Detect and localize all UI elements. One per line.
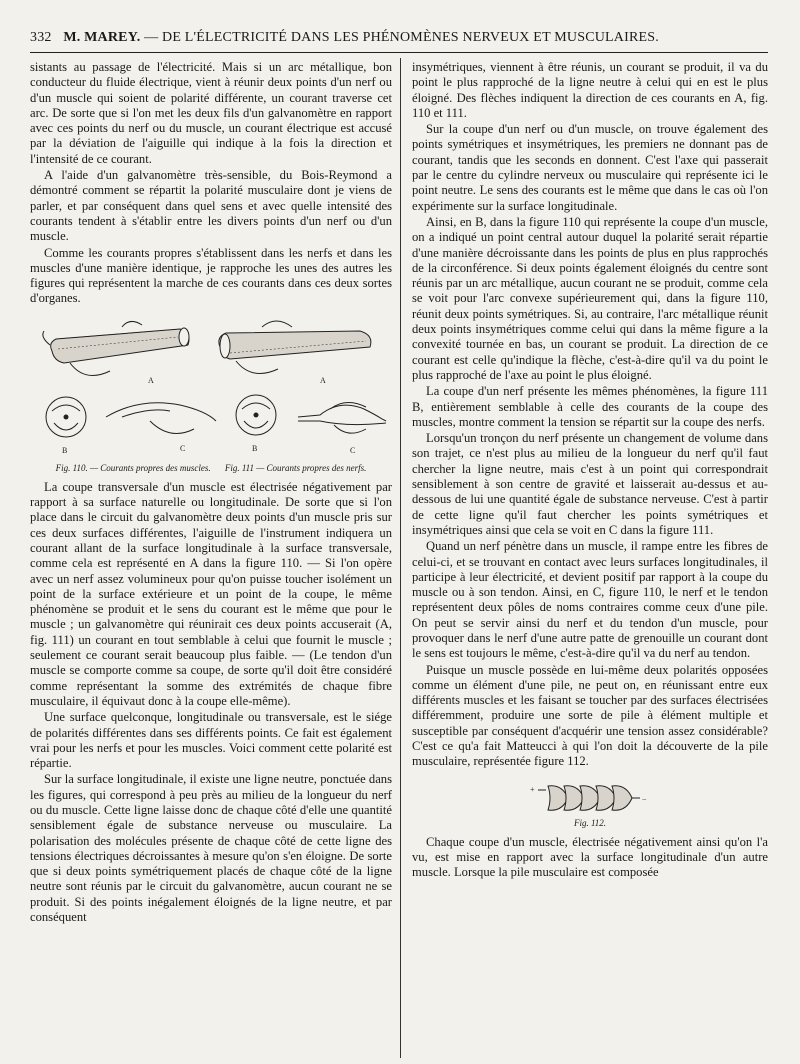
caption-fig-110: Fig. 110. — Courants propres des muscles. <box>55 462 211 473</box>
running-header <box>30 30 770 46</box>
paragraph: Comme les courants propres s'établissent dans les nerfs et dans les muscles d'une manière identique, je rapproche les unes des autres les figures qui représentent la marche de ces courants dans ces deux sortes d'organes. <box>30 245 392 306</box>
figure-110-111-drawing <box>30 313 392 463</box>
paragraph: A l'aide d'un galvanomètre très-sensible, du Bois-Reymond a démontré comment se répartit la polarité musculaire dont je viens de parler, et par conséquent dans quel sens et avec quelle intensité des courants tendent à s'établir entre les divers points d'un nerf ou d'un muscle. <box>30 168 392 244</box>
figure-110-111 <box>30 313 392 474</box>
caption-fig-112: Fig. 112. <box>573 817 607 828</box>
paragraph: Chaque coupe d'un muscle, électrisée négativement ainsi qu'on l'a vu, est mise en rapport avec la surface longitudinale d'un autre muscle. Lorsque la pile musculaire est composée <box>412 834 768 880</box>
paragraph: insymétriques, viennent à être réunis, un courant se produit, il va du point le plus rapproché de la ligne neutre à celui qui en est le plus éloigné. Des flèches indiquent la direction de ces courants en A, fig. 110 et 111. <box>412 60 768 120</box>
nerve-cross-section-drawing <box>236 395 276 435</box>
muscle-cylinder-drawing <box>43 321 189 375</box>
paragraph: La coupe transversale d'un muscle est électrisée négativement par rapport à sa surface naturelle ou longitudinale. De sorte que si l'on place dans le circuit du galvanomètre deux points d'un muscle pris sur ces deux surfaces différentes, l'aiguille de l'instrument indiquera un courant allant de la surface longitudinale à la surface transversale, comme cela est représenté en A dans la figure 110. — Si l'on opère avec un nerf assez volumineux pour qu'on puisse toucher isolément un point de la surface extérieure et un point de la coupe, le même phénomène se produit et le sens du courant est le même que pour le muscle ; un galvanomètre qui réunirait ces deux points accuserait (A, fig. 111) un courant en tout semblable à celui que fournit le muscle ; seulement ce courant serait beaucoup plus faible. — (Le tendon d'un muscle se comporte comme sa coupe, de sorte qu'il doit être considéré comme représentant la somme des extrémités de chaque fibre musculaire, il équivaut donc à la coupe elle-même). <box>30 479 392 708</box>
label-c-fig111: C <box>350 445 356 455</box>
nerve-cylinder-drawing <box>219 321 371 374</box>
header-author: M. MAREY. <box>63 30 141 45</box>
figure-caption-row <box>30 463 392 474</box>
column-divider <box>400 58 401 1058</box>
label-a-fig110: A <box>148 375 154 385</box>
header-title: — DE L'ÉLECTRICITÉ DANS LES PHÉNOMÈNES NERVEUX ET MUSCULAIRES. <box>144 30 659 45</box>
header-rule <box>30 52 768 53</box>
paragraph: Sur la coupe d'un nerf ou d'un muscle, on trouve également des points symétriques et insymétriques, les premiers ne donnant pas de courant, tandis que les seconds en donnent. C'est l'axe qui passerait par le centre du cylindre nerveux ou musculaire qui représente ici le point neutre. Le sens des courants est le même que dans le cas où l'on expérimente sur la surface longitudinale. <box>412 122 768 213</box>
paragraph: Puisque un muscle possède en lui-même deux polarités opposées comme un élément d'une pile, ne peut on, en réunissant entre eux différents muscles et les faisant se toucher par des surfaces électrisées différemment, produire une sorte de pile à élément multiple et susceptible par conséquent d'acquérir une tension assez considérable? C'est ce qu'a fait Matteucci à qui l'on doit la découverte de la pile musculaire, représentée figure 112. <box>412 662 768 769</box>
nerve-swelling-drawing <box>298 402 386 433</box>
caption-fig-111: Fig. 111 — Courants propres des nerfs. <box>224 462 367 473</box>
paragraph: Ainsi, en B, dans la figure 110 qui représente la coupe d'un muscle, on a indiqué un point central autour duquel la polarité serait répartie d'une manière décroissante dans les points de plus en plus rapprochés de la circonférence. Si deux points également éloignés du centre sont réunis par un arc métallique, aucun courant ne se produit, comme cela se voit pour l'arc convexe supérieurement qui, dans la figure 110, réunit deux points symétriques. Si, au contraire, l'arc métallique réunit deux points insymétriques comme celui qui dans la même figure a la convexité tournée en bas, un courant se produit. La direction de ce courant est celle qu'indique la flèche, c'est-à-dire qu'il va du point le plus rapproché de l'axe au point le plus éloigné. <box>412 214 768 382</box>
paragraph: Sur la surface longitudinale, il existe une ligne neutre, ponctuée dans les figures, qui correspond à peu près au milieu de la longueur du nerf ou du muscle. Cette ligne laisse donc de chaque côté d'elle une quantité sensiblement égale de substance nerveuse ou musculaire. La polarisation des molécules présente de chaque côté de cette ligne des tensions électriques décroissantes à mesure qu'on s'en éloigne. De sorte que si deux points symétriquement placés de chaque côté de la ligne neutre sont réunis par le circuit du galvanomètre, aucun courant ne se produit. Si des points inégalement éloignés de la ligne neutre, et par conséquent <box>30 772 392 925</box>
label-b-fig110: B <box>62 445 68 455</box>
label-plus: + <box>530 784 535 794</box>
right-column <box>412 60 768 1058</box>
paragraph: Une surface quelconque, longitudinale ou transversale, est le siége de polarités différentes dans ses différents points. Ce fait est également vrai pour les nerfs et pour les muscles. Voici comment cette polarité est répartie. <box>30 710 392 771</box>
muscle-cross-section-drawing <box>46 397 86 437</box>
muscle-nerve-tendon-drawing <box>106 402 216 433</box>
label-a-fig111: A <box>320 375 326 385</box>
label-b-fig111: B <box>252 443 258 453</box>
left-column <box>30 60 392 1058</box>
paragraph: La coupe d'un nerf présente les mêmes phénomènes, la figure 111 B, entièrement semblable à celle des courants de la coupe des muscles, montre comment la tension se répartit sur la coupe des nerfs. <box>412 384 768 429</box>
label-c-fig110: C <box>180 443 186 453</box>
muscle-pile-drawing <box>412 776 768 818</box>
paragraph: Quand un nerf pénètre dans un muscle, il rampe entre les fibres de celui-ci, et se trouvant en contact avec leurs surfaces longitudinales, il participe à leur électricité, et devient positif par rapport à la coupe du muscle ou à son tendon. Ainsi, en C, figure 110, le nerf et le tendon représentent deux pôles de noms contraires comme ceux d'une pile. On peut se servir ainsi du nerf et du tendon d'un muscle, pour provoquer dans le nerf d'une autre patte de grenouille un courant dont le sens est toujours le même, c'est-à-dire qu'il va du nerf au tendon. <box>412 539 768 661</box>
figure-112 <box>412 776 768 829</box>
page-number: 332 <box>30 30 52 45</box>
paragraph: Lorsqu'un tronçon du nerf présente un changement de volume dans son trajet, ce n'est plus au milieu de la longueur du nerf qu'il faut chercher la ligne neutre, mais c'est à un point qui correspondrait sensiblement à son centre de gravité et laisserait au-dessus et au-dessous de lui une quantité égale de substance nerveuse. C'est à partir de cette ligne qu'il faut chercher les points symétriques et insymétriques ainsi que cela se voit en C dans la figure 111. <box>412 431 768 537</box>
label-minus: − <box>642 794 647 804</box>
paragraph: sistants au passage de l'électricité. Mais si un arc métallique, bon conducteur du fluide électrique, vient à réunir deux points d'un nerf ou d'un muscle qui soient de polarité différente, un courant traverse cet arc. De sorte que si l'on met les deux fils d'un galvanomètre en rapport avec ces points du nerf ou du muscle, un courant électrique est accusé par la déviation de l'aiguille qui indique à la fois la direction et l'intensité de ce courant. <box>30 60 392 166</box>
